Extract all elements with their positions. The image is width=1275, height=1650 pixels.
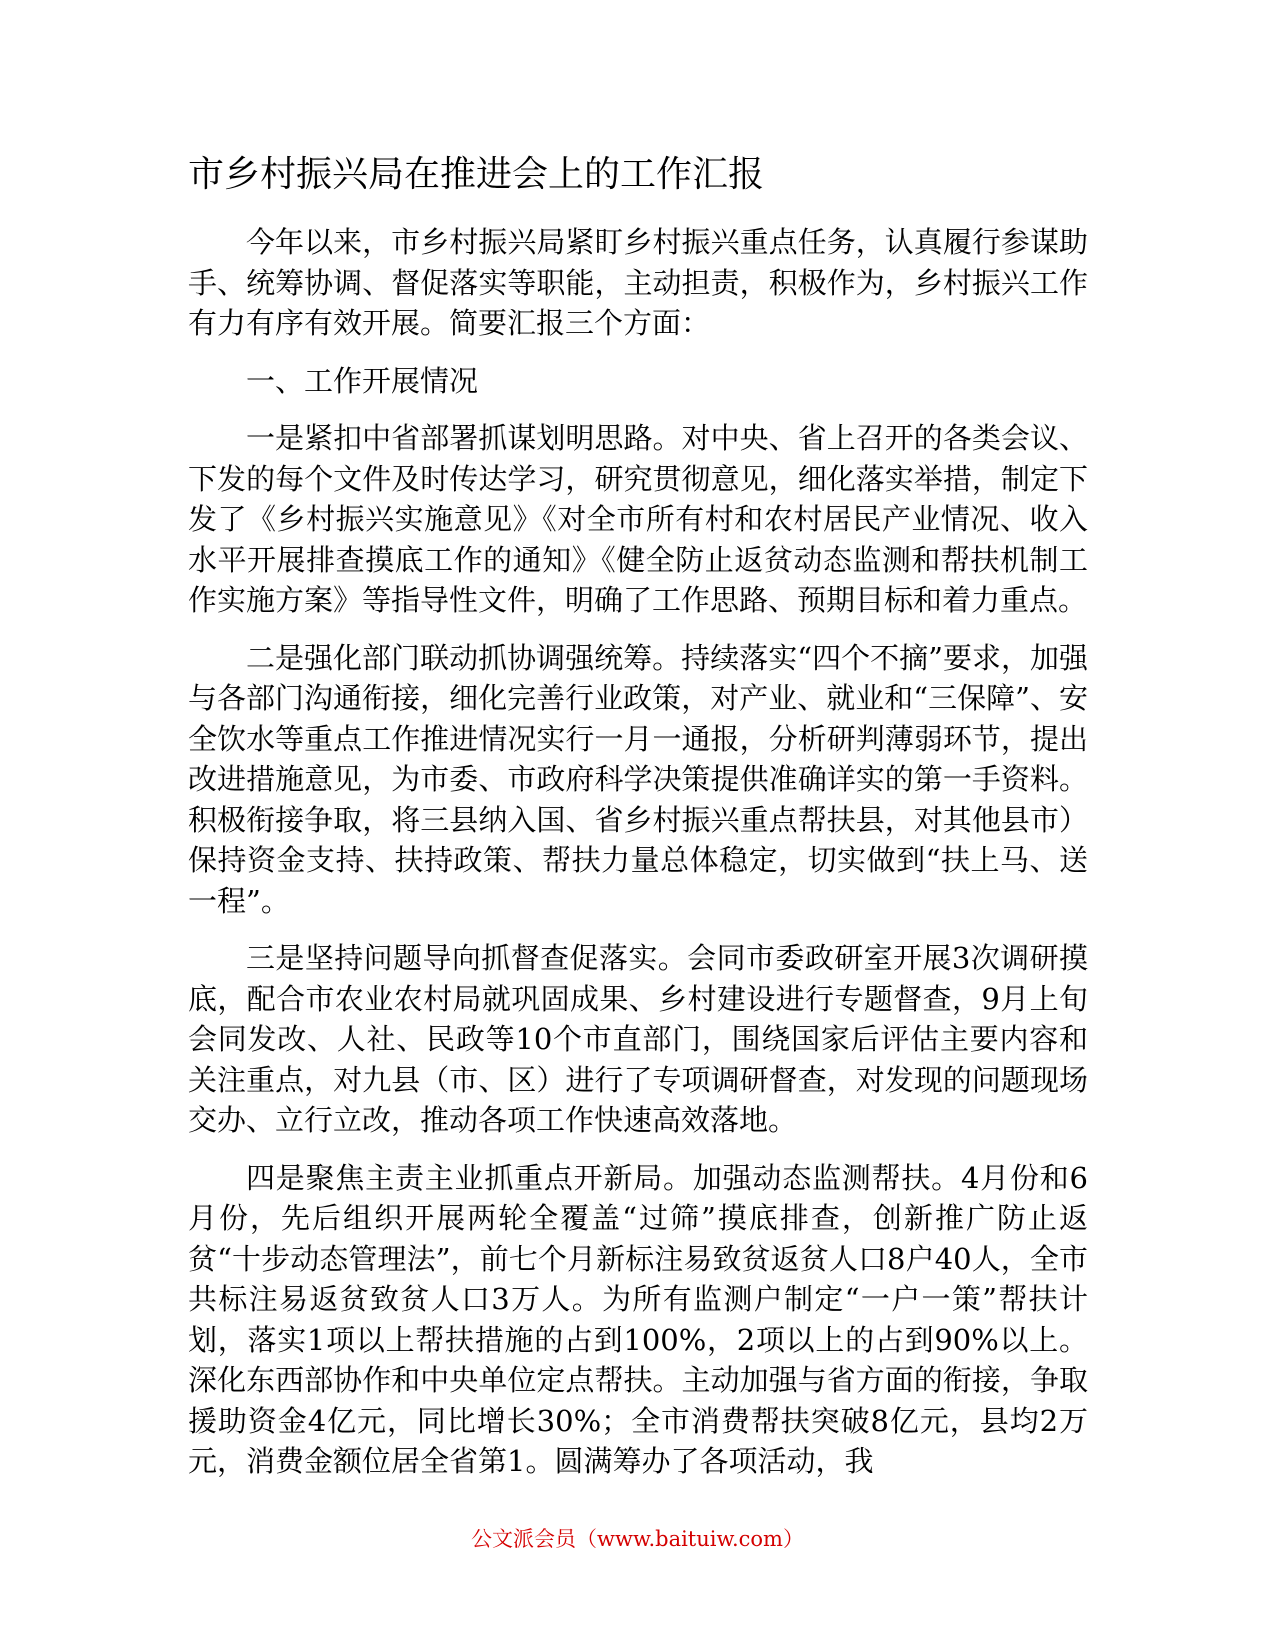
paragraph-item-3: 三是坚持问题导向抓督查促落实。会同市委政研室开展3次调研摸底，配合市农业农村局就巩固成果、乡村建设进行专题督查，9月上旬会同发改、人社、民政等10个市直部门，围绕国家后评估主要内容和关注重点，对九县（市、区）进行了专项调研督查，对发现的问题现场交办、立行立改，推动各项工作快速高效落地。	[188, 941, 1088, 1137]
document-body	[188, 222, 1088, 1499]
paragraph-item-1: 一是紧扣中省部署抓谋划明思路。对中央、省上召开的各类会议、下发的每个文件及时传达学习，研究贯彻意见，细化落实举措，制定下发了《乡村振兴实施意见》《对全市所有村和农村居民产业情况、收入水平开展排查摸底工作的通知》《健全防止返贫动态监测和帮扶机制工作实施方案》等指导性文件，明确了工作思路、预期目标和着力重点。	[188, 421, 1088, 617]
paragraph-intro: 今年以来，市乡村振兴局紧盯乡村振兴重点任务，认真履行参谋助手、统筹协调、督促落实等职能，主动担责，积极作为，乡村振兴工作有力有序有效开展。简要汇报三个方面：	[188, 225, 1088, 340]
section-heading: 一、工作开展情况	[246, 363, 479, 398]
footer-watermark-link[interactable]: 公文派会员（www.baituiw.com）	[471, 1527, 804, 1551]
document-title: 市乡村振兴局在推进会上的工作汇报	[188, 154, 765, 195]
paragraph-item-2: 二是强化部门联动抓协调强统筹。持续落实“四个不摘”要求，加强与各部门沟通衔接，细化完善行业政策，对产业、就业和“三保障”、安全饮水等重点工作推进情况实行一月一通报，分析研判薄弱环节，提出改进措施意见，为市委、市政府科学决策提供准确详实的第一手资料。积极衔接争取，将三县纳入国、省乡村振兴重点帮扶县，对其他县市）保持资金支持、扶持政策、帮扶力量总体稳定，切实做到“扶上马、送一程”。	[188, 640, 1088, 918]
paragraph-item-4: 四是聚焦主责主业抓重点开新局。加强动态监测帮扶。4月份和6月份，先后组织开展两轮全覆盖“过筛”摸底排查，创新推广防止返贫“十步动态管理法”，前七个月新标注易致贫返贫人口8户40人，全市共标注易返贫致贫人口3万人。为所有监测户制定“一户一策”帮扶计划，落实1项以上帮扶措施的占到100%，2项以上的占到90%以上。深化东西部协作和中央单位定点帮扶。主动加强与省方面的衔接，争取援助资金4亿元，同比增长30%；全市消费帮扶突破8亿元，县均2万元，消费金额位居全省第1。圆满筹办了各项活动，我	[188, 1160, 1088, 1478]
